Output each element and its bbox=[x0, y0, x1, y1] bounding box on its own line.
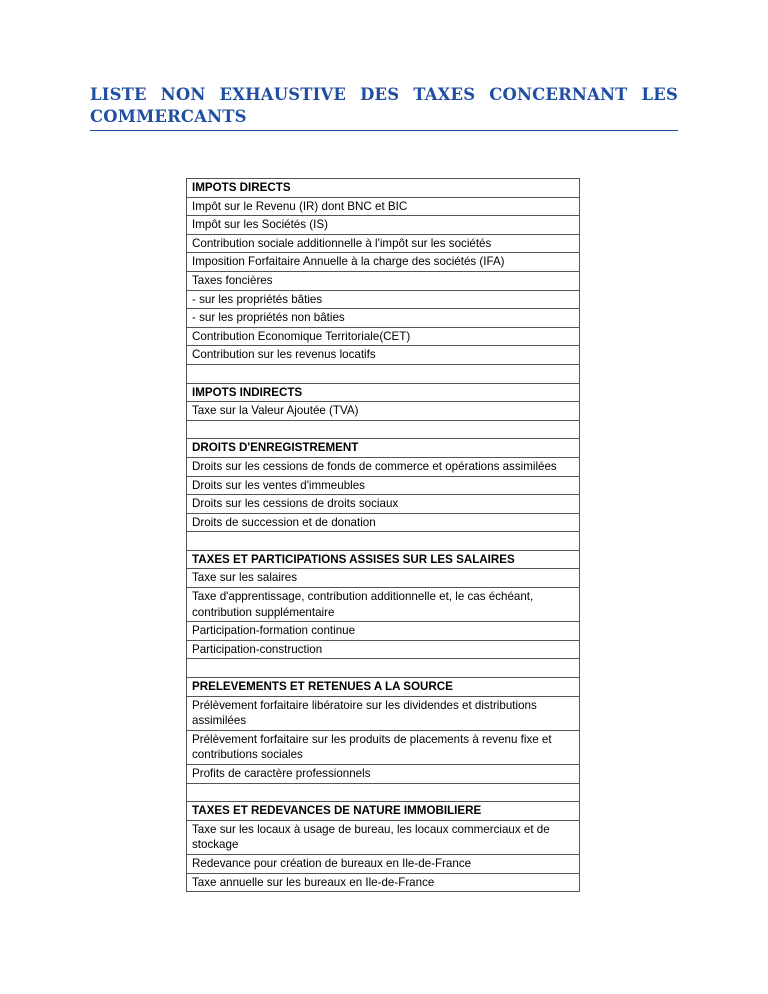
table-row bbox=[187, 765, 580, 784]
tax-item: - sur les propriétés bâties bbox=[187, 290, 580, 309]
tax-item: Taxe d'apprentissage, contribution additionnelle et, le cas échéant, contribution supplémentaire bbox=[187, 588, 580, 622]
tax-item: Taxes foncières bbox=[187, 271, 580, 290]
tax-item: Droits sur les ventes d'immeubles bbox=[187, 476, 580, 495]
tax-item: Profits de caractère professionnels bbox=[187, 765, 580, 784]
section-heading: DROITS D'ENREGISTREMENT bbox=[187, 439, 580, 458]
section-header-row bbox=[187, 383, 580, 402]
table-row bbox=[187, 290, 580, 309]
table-row bbox=[187, 197, 580, 216]
section-header-row bbox=[187, 678, 580, 697]
table-row bbox=[187, 327, 580, 346]
tax-table-body bbox=[187, 179, 580, 892]
section-header-row bbox=[187, 439, 580, 458]
document-title: LISTE NON EXHAUSTIVE DES TAXES CONCERNANT LES COMMERCANTS bbox=[90, 85, 678, 126]
tax-item: Redevance pour création de bureaux en Ile-de-France bbox=[187, 854, 580, 873]
table-row bbox=[187, 569, 580, 588]
tax-item: Taxe annuelle sur les bureaux en Ile-de-France bbox=[187, 873, 580, 892]
tax-item: Droits sur les cessions de droits sociaux bbox=[187, 495, 580, 514]
section-header-row bbox=[187, 802, 580, 821]
table-row bbox=[187, 588, 580, 622]
table-row bbox=[187, 457, 580, 476]
empty-cell bbox=[187, 364, 580, 383]
table-row bbox=[187, 513, 580, 532]
section-heading: TAXES ET PARTICIPATIONS ASSISES SUR LES SALAIRES bbox=[187, 550, 580, 569]
tax-item: Impôt sur le Revenu (IR) dont BNC et BIC bbox=[187, 197, 580, 216]
tax-item: Participation-construction bbox=[187, 640, 580, 659]
tax-item: Prélèvement forfaitaire libératoire sur les dividendes et distributions assimilées bbox=[187, 696, 580, 730]
tax-item: Contribution sur les revenus locatifs bbox=[187, 346, 580, 365]
table-row bbox=[187, 234, 580, 253]
table-row bbox=[187, 216, 580, 235]
section-header-row bbox=[187, 179, 580, 198]
section-spacer-row bbox=[187, 659, 580, 678]
section-heading: PRELEVEMENTS ET RETENUES A LA SOURCE bbox=[187, 678, 580, 697]
empty-cell bbox=[187, 783, 580, 802]
title-underline bbox=[90, 130, 678, 131]
table-row bbox=[187, 402, 580, 421]
table-row bbox=[187, 854, 580, 873]
table-row bbox=[187, 346, 580, 365]
table-row bbox=[187, 640, 580, 659]
section-spacer-row bbox=[187, 783, 580, 802]
table-row bbox=[187, 309, 580, 328]
tax-item: Contribution Economique Territoriale(CET) bbox=[187, 327, 580, 346]
table-row bbox=[187, 476, 580, 495]
section-heading: IMPOTS INDIRECTS bbox=[187, 383, 580, 402]
table-row bbox=[187, 495, 580, 514]
empty-cell bbox=[187, 659, 580, 678]
tax-item: Contribution sociale additionnelle à l'impôt sur les sociétés bbox=[187, 234, 580, 253]
table-row bbox=[187, 271, 580, 290]
table-row bbox=[187, 820, 580, 854]
table-row bbox=[187, 696, 580, 730]
section-header-row bbox=[187, 550, 580, 569]
title-block bbox=[90, 84, 678, 131]
table-row bbox=[187, 253, 580, 272]
tax-item: Droits sur les cessions de fonds de commerce et opérations assimilées bbox=[187, 457, 580, 476]
tax-table bbox=[186, 178, 580, 892]
section-heading: TAXES ET REDEVANCES DE NATURE IMMOBILIERE bbox=[187, 802, 580, 821]
table-row bbox=[187, 873, 580, 892]
tax-item: Imposition Forfaitaire Annuelle à la charge des sociétés (IFA) bbox=[187, 253, 580, 272]
tax-item: Taxe sur les salaires bbox=[187, 569, 580, 588]
tax-item: Taxe sur les locaux à usage de bureau, les locaux commerciaux et de stockage bbox=[187, 820, 580, 854]
tax-item: Taxe sur la Valeur Ajoutée (TVA) bbox=[187, 402, 580, 421]
section-spacer-row bbox=[187, 364, 580, 383]
tax-item: Droits de succession et de donation bbox=[187, 513, 580, 532]
table-row bbox=[187, 622, 580, 641]
empty-cell bbox=[187, 532, 580, 551]
tax-item: - sur les propriétés non bâties bbox=[187, 309, 580, 328]
tax-item: Impôt sur les Sociétés (IS) bbox=[187, 216, 580, 235]
section-spacer-row bbox=[187, 532, 580, 551]
tax-item: Participation-formation continue bbox=[187, 622, 580, 641]
empty-cell bbox=[187, 420, 580, 439]
tax-item: Prélèvement forfaitaire sur les produits de placements à revenu fixe et contributions sociales bbox=[187, 730, 580, 764]
section-heading: IMPOTS DIRECTS bbox=[187, 179, 580, 198]
table-row bbox=[187, 730, 580, 764]
section-spacer-row bbox=[187, 420, 580, 439]
